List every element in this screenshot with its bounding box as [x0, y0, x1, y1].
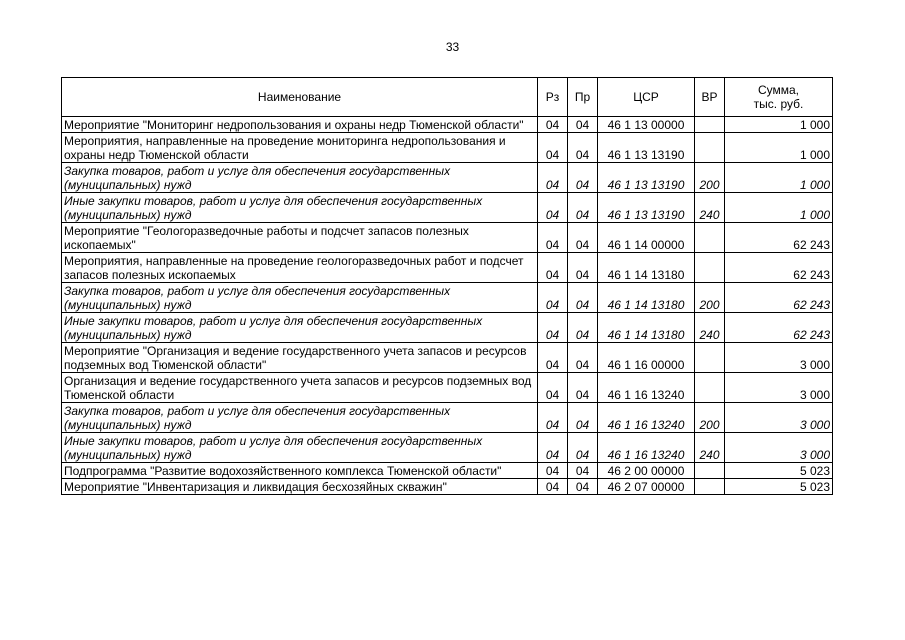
cell-csr: 46 1 16 13240 [598, 433, 695, 463]
table-row [62, 193, 833, 223]
cell-vr [695, 117, 725, 133]
cell-vr: 200 [695, 283, 725, 313]
table-row [62, 253, 833, 283]
table-row [62, 479, 833, 495]
cell-pr: 04 [568, 283, 598, 313]
cell-rz: 04 [538, 373, 568, 403]
cell-name: Закупка товаров, работ и услуг для обеспечения государственных (муниципальных) нужд [62, 403, 538, 433]
cell-pr: 04 [568, 479, 598, 495]
header-sum-line1: Сумма, [757, 83, 800, 97]
cell-rz: 04 [538, 117, 568, 133]
cell-vr [695, 479, 725, 495]
header-sum-line2: тыс. руб. [753, 97, 804, 111]
cell-name: Закупка товаров, работ и услуг для обеспечения государственных (муниципальных) нужд [62, 283, 538, 313]
cell-sum: 5 023 [725, 479, 833, 495]
cell-pr: 04 [568, 433, 598, 463]
cell-name: Мероприятие "Мониторинг недропользования и охраны недр Тюменской области" [62, 117, 538, 133]
cell-rz: 04 [538, 283, 568, 313]
cell-name: Мероприятие "Организация и ведение государственного учета запасов и ресурсов подземных вод Тюменской области" [62, 343, 538, 373]
table-row [62, 313, 833, 343]
cell-pr: 04 [568, 117, 598, 133]
cell-vr [695, 373, 725, 403]
cell-name: Иные закупки товаров, работ и услуг для обеспечения государственных (муниципальных) нужд [62, 193, 538, 223]
cell-name: Мероприятие "Геологоразведочные работы и подсчет запасов полезных ископаемых" [62, 223, 538, 253]
budget-table-header [62, 78, 833, 117]
cell-sum: 62 243 [725, 253, 833, 283]
table-row [62, 117, 833, 133]
cell-csr: 46 1 13 13190 [598, 193, 695, 223]
cell-name: Мероприятия, направленные на проведение мониторинга недропользования и охраны недр Тюменской области [62, 133, 538, 163]
cell-vr [695, 133, 725, 163]
table-row [62, 433, 833, 463]
cell-csr: 46 1 16 13240 [598, 403, 695, 433]
table-row [62, 343, 833, 373]
cell-sum: 1 000 [725, 163, 833, 193]
cell-pr: 04 [568, 313, 598, 343]
table-row [62, 403, 833, 433]
cell-rz: 04 [538, 223, 568, 253]
cell-pr: 04 [568, 403, 598, 433]
table-row [62, 463, 833, 479]
cell-csr: 46 1 13 13190 [598, 163, 695, 193]
budget-table-body [62, 117, 833, 495]
cell-name: Иные закупки товаров, работ и услуг для обеспечения государственных (муниципальных) нужд [62, 313, 538, 343]
cell-sum: 3 000 [725, 343, 833, 373]
cell-rz: 04 [538, 253, 568, 283]
cell-rz: 04 [538, 133, 568, 163]
cell-vr [695, 223, 725, 253]
cell-csr: 46 1 14 13180 [598, 313, 695, 343]
cell-name: Подпрограмма "Развитие водохозяйственного комплекса Тюменской области" [62, 463, 538, 479]
cell-pr: 04 [568, 133, 598, 163]
cell-rz: 04 [538, 433, 568, 463]
cell-name: Иные закупки товаров, работ и услуг для обеспечения государственных (муниципальных) нужд [62, 433, 538, 463]
cell-vr [695, 343, 725, 373]
cell-sum: 1 000 [725, 133, 833, 163]
cell-pr: 04 [568, 253, 598, 283]
page-number: 33 [445, 40, 460, 54]
header-pr: Пр [568, 78, 598, 117]
cell-sum: 5 023 [725, 463, 833, 479]
table-row [62, 283, 833, 313]
cell-pr: 04 [568, 343, 598, 373]
cell-sum: 1 000 [725, 193, 833, 223]
cell-csr: 46 1 14 00000 [598, 223, 695, 253]
header-row [62, 78, 833, 117]
cell-sum: 3 000 [725, 433, 833, 463]
cell-vr [695, 463, 725, 479]
cell-name: Организация и ведение государственного учета запасов и ресурсов подземных вод Тюменской области [62, 373, 538, 403]
cell-csr: 46 1 16 00000 [598, 343, 695, 373]
cell-csr: 46 2 00 00000 [598, 463, 695, 479]
cell-csr: 46 1 13 13190 [598, 133, 695, 163]
cell-vr: 240 [695, 193, 725, 223]
table-row [62, 223, 833, 253]
cell-name: Мероприятие "Инвентаризация и ликвидация бесхозяйных скважин" [62, 479, 538, 495]
cell-vr: 200 [695, 403, 725, 433]
cell-vr: 200 [695, 163, 725, 193]
cell-rz: 04 [538, 403, 568, 433]
header-csr: ЦСР [598, 78, 695, 117]
cell-sum: 3 000 [725, 373, 833, 403]
cell-sum: 3 000 [725, 403, 833, 433]
cell-name: Закупка товаров, работ и услуг для обеспечения государственных (муниципальных) нужд [62, 163, 538, 193]
table-row [62, 163, 833, 193]
cell-rz: 04 [538, 479, 568, 495]
cell-sum: 1 000 [725, 117, 833, 133]
cell-csr: 46 1 14 13180 [598, 253, 695, 283]
cell-pr: 04 [568, 193, 598, 223]
cell-csr: 46 1 13 00000 [598, 117, 695, 133]
header-rz: Рз [538, 78, 568, 117]
cell-pr: 04 [568, 463, 598, 479]
cell-csr: 46 1 16 13240 [598, 373, 695, 403]
cell-rz: 04 [538, 193, 568, 223]
budget-table [61, 77, 833, 495]
cell-pr: 04 [568, 223, 598, 253]
cell-rz: 04 [538, 343, 568, 373]
table-row [62, 373, 833, 403]
cell-rz: 04 [538, 313, 568, 343]
cell-vr: 240 [695, 433, 725, 463]
table-row [62, 133, 833, 163]
cell-csr: 46 1 14 13180 [598, 283, 695, 313]
cell-csr: 46 2 07 00000 [598, 479, 695, 495]
cell-rz: 04 [538, 463, 568, 479]
header-vr: ВР [695, 78, 725, 117]
cell-sum: 62 243 [725, 313, 833, 343]
cell-sum: 62 243 [725, 223, 833, 253]
cell-sum: 62 243 [725, 283, 833, 313]
cell-pr: 04 [568, 373, 598, 403]
cell-vr [695, 253, 725, 283]
cell-vr: 240 [695, 313, 725, 343]
cell-pr: 04 [568, 163, 598, 193]
cell-name: Мероприятия, направленные на проведение геологоразведочных работ и подсчет запасов полезных ископаемых [62, 253, 538, 283]
header-name: Наименование [62, 78, 538, 117]
header-sum [725, 78, 833, 117]
cell-rz: 04 [538, 163, 568, 193]
